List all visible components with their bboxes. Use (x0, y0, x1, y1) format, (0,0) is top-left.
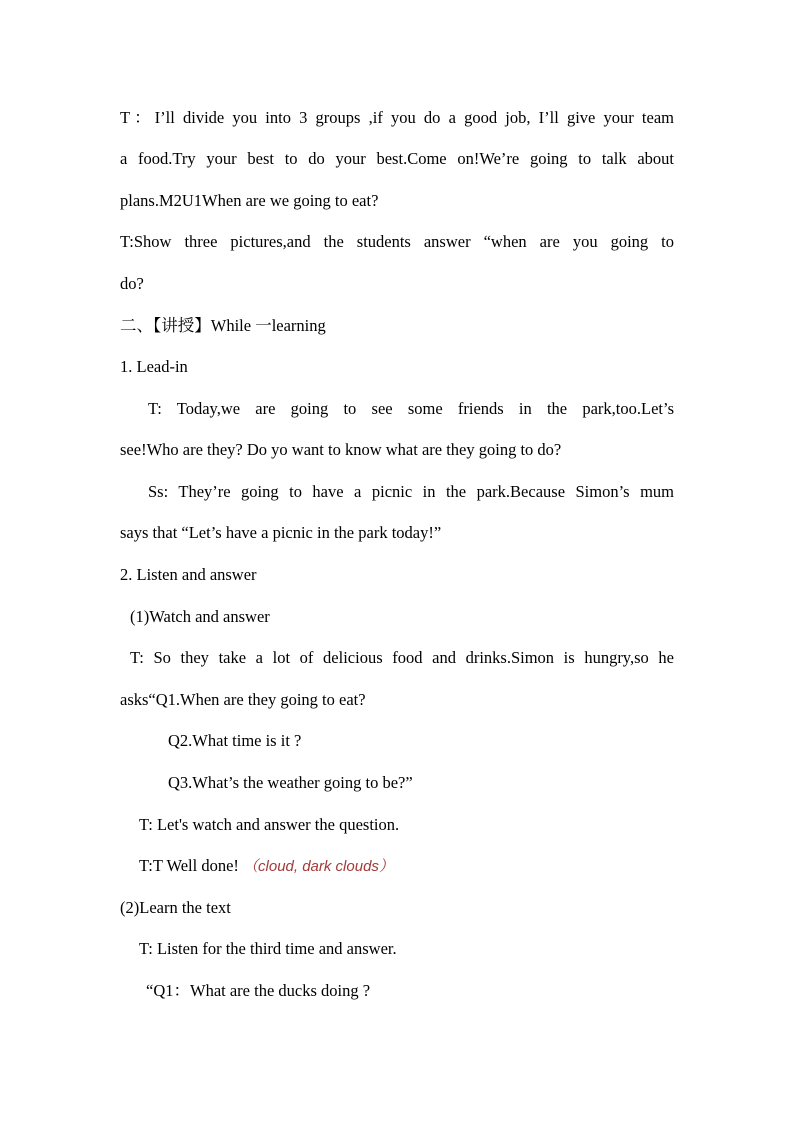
question-line: Q2.What time is it ? (168, 731, 302, 750)
paragraph-line (139, 855, 394, 878)
question-line: Q3.What’s the weather going to be?” (168, 773, 413, 792)
paragraph-line: T: Let's watch and answer the question. (139, 815, 400, 834)
paragraph-line: see!Who are they? Do yo want to know what are they going to do? (120, 440, 562, 459)
subsection-heading: 2. Listen and answer (120, 565, 257, 584)
paragraph-line: do? (120, 274, 144, 293)
question-line: “Q1：What are the ducks doing ? (146, 981, 371, 1000)
subsection-heading: (1)Watch and answer (130, 607, 270, 626)
paragraph-line: T: Today,we are going to see some friends in the park,too.Let’s (148, 399, 674, 418)
paragraph-line: Ss: They’re going to have a picnic in the park.Because Simon’s mum (148, 482, 674, 501)
paragraph-line: T: So they take a lot of delicious food and drinks.Simon is hungry,so he (130, 648, 674, 667)
section-heading: 二、【讲授】While 一learning (120, 316, 326, 335)
subsection-heading: (2)Learn the text (120, 898, 231, 917)
answer-note: （cloud, dark clouds） (243, 858, 394, 875)
paragraph-line: says that “Let’s have a picnic in the park today!” (120, 523, 442, 542)
paragraph-line: a food.Try your best to do your best.Come on!We’re going to talk about (120, 149, 674, 168)
paragraph-line: T:Show three pictures,and the students answer “when are you going to (120, 232, 674, 251)
subsection-heading: 1. Lead-in (120, 357, 188, 376)
paragraph-line: asks“Q1.When are they going to eat? (120, 690, 366, 709)
paragraph-line: T: Listen for the third time and answer. (139, 939, 397, 958)
praise-text: T:T Well done! (139, 856, 239, 875)
paragraph-line: T：I’ll divide you into 3 groups ,if you do a good job, I’ll give your team (120, 108, 674, 127)
paragraph-line: plans.M2U1When are we going to eat? (120, 191, 379, 210)
